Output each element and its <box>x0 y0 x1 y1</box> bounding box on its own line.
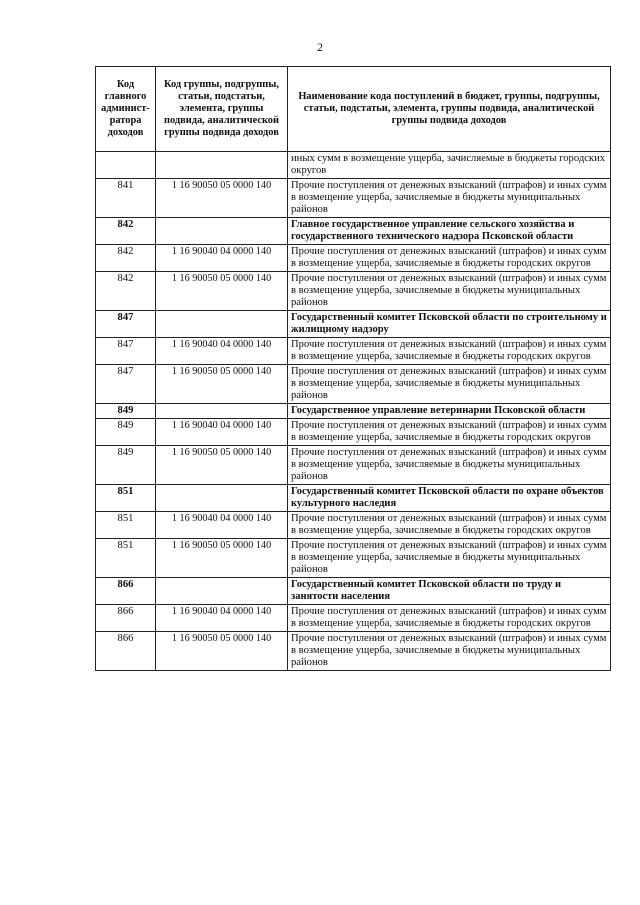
revenue-code-cell: 1 16 90040 04 0000 140 <box>156 338 288 365</box>
revenue-name-cell: Прочие поступления от денежных взысканий (штрафов) и иных сумм в возмещение ущерба, зачисляемые в бюджеты муниципальных районов <box>288 632 611 671</box>
revenue-name-cell: Государственный комитет Псковской области по охране объектов культурного наследия <box>288 485 611 512</box>
revenue-code-cell <box>156 485 288 512</box>
revenue-name-cell: Прочие поступления от денежных взысканий (штрафов) и иных сумм в возмещение ущерба, зачисляемые в бюджеты муниципальных районов <box>288 272 611 311</box>
revenue-code-cell <box>156 311 288 338</box>
revenue-name-cell: Государственный комитет Псковской области по строительному и жилищному надзору <box>288 311 611 338</box>
admin-code-cell: 849 <box>96 419 156 446</box>
table-body <box>96 152 611 671</box>
admin-code-cell <box>96 152 156 179</box>
revenue-name-cell: Прочие поступления от денежных взысканий (штрафов) и иных сумм в возмещение ущерба, зачисляемые в бюджеты городских округов <box>288 245 611 272</box>
table-row-administrator <box>96 404 611 419</box>
admin-code-cell: 847 <box>96 311 156 338</box>
table-row <box>96 272 611 311</box>
header-admin-code: Код главного админист-ратора доходов <box>96 67 156 152</box>
header-revenue-name: Наименование кода поступлений в бюджет, группы, подгруппы, статьи, подстатьи, элемента, группы подвида, аналитической группы подвида доходов <box>288 67 611 152</box>
table-row-administrator <box>96 578 611 605</box>
revenue-code-cell <box>156 578 288 605</box>
revenue-name-cell: Прочие поступления от денежных взысканий (штрафов) и иных сумм в возмещение ущерба, зачисляемые в бюджеты городских округов <box>288 419 611 446</box>
admin-code-cell: 842 <box>96 272 156 311</box>
revenue-name-cell: Государственный комитет Псковской области по труду и занятости населения <box>288 578 611 605</box>
admin-code-cell: 847 <box>96 338 156 365</box>
revenue-codes-table <box>95 66 611 671</box>
revenue-code-cell: 1 16 90050 05 0000 140 <box>156 179 288 218</box>
header-revenue-code: Код группы, подгруппы, статьи, подстатьи, элемента, группы подвида, аналитической группы подвида доходов <box>156 67 288 152</box>
revenue-code-cell: 1 16 90040 04 0000 140 <box>156 605 288 632</box>
admin-code-cell: 851 <box>96 539 156 578</box>
revenue-name-cell: Прочие поступления от денежных взысканий (штрафов) и иных сумм в возмещение ущерба, зачисляемые в бюджеты городских округов <box>288 605 611 632</box>
table-row <box>96 419 611 446</box>
revenue-name-cell: Прочие поступления от денежных взысканий (штрафов) и иных сумм в возмещение ущерба, зачисляемые в бюджеты муниципальных районов <box>288 179 611 218</box>
admin-code-cell: 841 <box>96 179 156 218</box>
revenue-code-cell: 1 16 90050 05 0000 140 <box>156 272 288 311</box>
revenue-code-cell <box>156 404 288 419</box>
revenue-name-cell: Прочие поступления от денежных взысканий (штрафов) и иных сумм в возмещение ущерба, зачисляемые в бюджеты муниципальных районов <box>288 539 611 578</box>
revenue-name-cell: Прочие поступления от денежных взысканий (штрафов) и иных сумм в возмещение ущерба, зачисляемые в бюджеты муниципальных районов <box>288 365 611 404</box>
admin-code-cell: 842 <box>96 218 156 245</box>
table-row <box>96 365 611 404</box>
admin-code-cell: 866 <box>96 578 156 605</box>
table-row <box>96 338 611 365</box>
table-row <box>96 179 611 218</box>
admin-code-cell: 847 <box>96 365 156 404</box>
table-header-row <box>96 67 611 152</box>
revenue-name-cell: Прочие поступления от денежных взысканий (штрафов) и иных сумм в возмещение ущерба, зачисляемые в бюджеты городских округов <box>288 512 611 539</box>
revenue-code-cell <box>156 218 288 245</box>
admin-code-cell: 849 <box>96 404 156 419</box>
revenue-code-cell: 1 16 90050 05 0000 140 <box>156 539 288 578</box>
table-row <box>96 152 611 179</box>
admin-code-cell: 851 <box>96 512 156 539</box>
revenue-code-cell: 1 16 90040 04 0000 140 <box>156 245 288 272</box>
table-row <box>96 632 611 671</box>
table-row <box>96 446 611 485</box>
table-row <box>96 245 611 272</box>
revenue-code-cell: 1 16 90050 05 0000 140 <box>156 446 288 485</box>
admin-code-cell: 866 <box>96 605 156 632</box>
table-row <box>96 539 611 578</box>
admin-code-cell: 866 <box>96 632 156 671</box>
admin-code-cell: 849 <box>96 446 156 485</box>
revenue-code-cell <box>156 152 288 179</box>
admin-code-cell: 851 <box>96 485 156 512</box>
revenue-name-cell: Государственное управление ветеринарии Псковской области <box>288 404 611 419</box>
revenue-code-cell: 1 16 90040 04 0000 140 <box>156 512 288 539</box>
revenue-name-cell: иных сумм в возмещение ущерба, зачисляемые в бюджеты городских округов <box>288 152 611 179</box>
revenue-name-cell: Прочие поступления от денежных взысканий (штрафов) и иных сумм в возмещение ущерба, зачисляемые в бюджеты городских округов <box>288 338 611 365</box>
table-row <box>96 605 611 632</box>
revenue-name-cell: Главное государственное управление сельского хозяйства и государственного технического надзора Псковской области <box>288 218 611 245</box>
revenue-code-cell: 1 16 90050 05 0000 140 <box>156 632 288 671</box>
table-row-administrator <box>96 218 611 245</box>
table-row-administrator <box>96 485 611 512</box>
admin-code-cell: 842 <box>96 245 156 272</box>
table-row <box>96 512 611 539</box>
revenue-name-cell: Прочие поступления от денежных взысканий (штрафов) и иных сумм в возмещение ущерба, зачисляемые в бюджеты муниципальных районов <box>288 446 611 485</box>
table-row-administrator <box>96 311 611 338</box>
revenue-code-cell: 1 16 90050 05 0000 140 <box>156 365 288 404</box>
revenue-code-cell: 1 16 90040 04 0000 140 <box>156 419 288 446</box>
page-number: 2 <box>317 40 323 54</box>
